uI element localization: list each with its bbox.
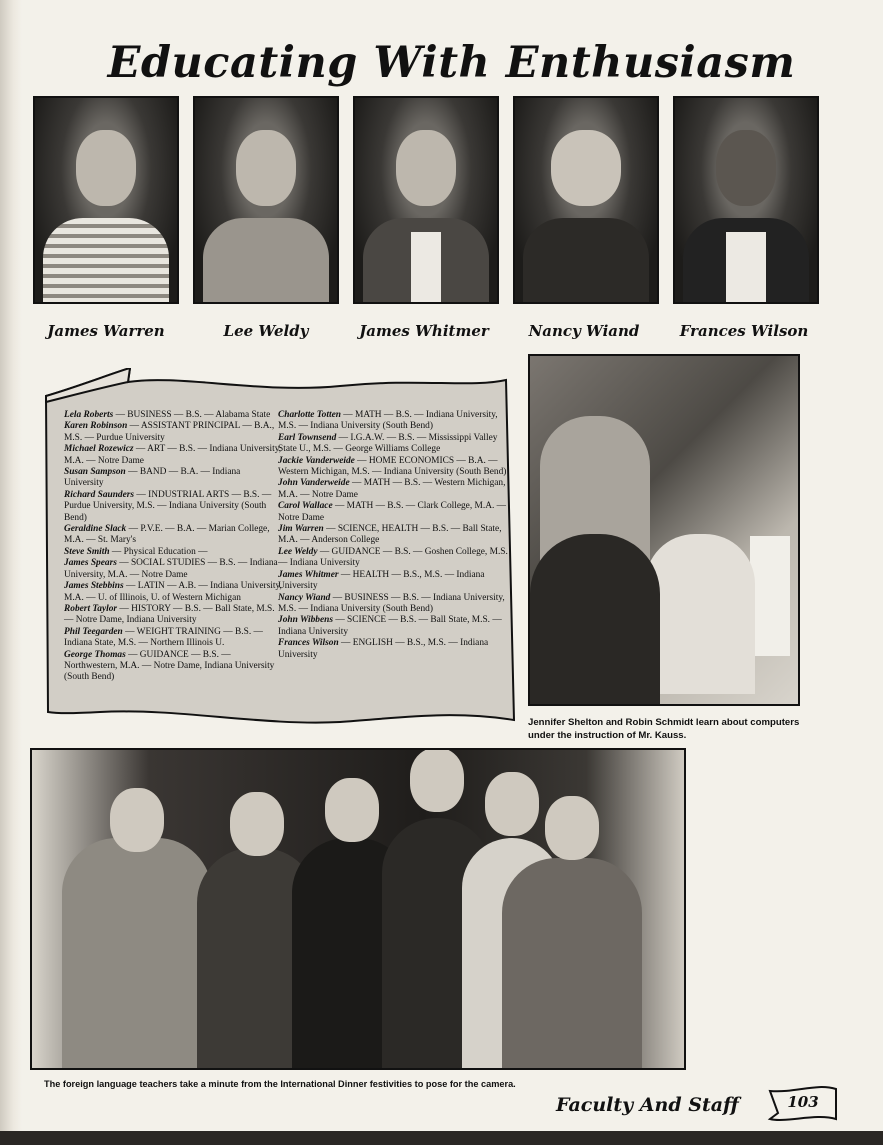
portrait-photo-lee-weldy — [193, 96, 339, 304]
staff-entry: John Vanderweide — MATH — B.S. — Western Michigan, M.A. — Notre Dame — [278, 478, 506, 500]
staff-entry: Jim Warren — SCIENCE, HEALTH — B.S. — Ball State, M.A. — Anderson College — [278, 524, 502, 546]
portrait-caption: Lee Weldy — [223, 322, 309, 340]
page-bottom-edge — [0, 1131, 883, 1145]
staff-entry: Nancy Wiand — BUSINESS — B.S. — Indiana University, M.S. — Indiana University (South Bend) — [278, 592, 505, 614]
staff-entry: Carol Wallace — MATH — B.S. — Clark College, M.A. — Notre Dame — [278, 501, 507, 523]
staff-entry: James Whitmer — HEALTH — B.S., M.S. — Indiana University — [278, 569, 485, 592]
staff-entry: Susan Sampson — BAND — B.A. — Indiana University — [64, 467, 241, 489]
computer-class-photo — [528, 354, 800, 706]
staff-entry: Lela Roberts — BUSINESS — B.S. — Alabama State — [64, 410, 271, 420]
staff-entry: Steve Smith — Physical Education — — [64, 546, 208, 557]
staff-entry: Michael Rozewicz — ART — B.S. — Indiana University, M.A. — Notre Dame — [64, 444, 282, 466]
page-number: 103 — [787, 1093, 819, 1111]
portrait-photo-james-warren — [33, 96, 179, 304]
staff-entry: Robert Taylor — HISTORY — B.S. — Ball State, M.S. — Notre Dame, Indiana University — [64, 603, 275, 626]
portrait-caption: Frances Wilson — [679, 322, 809, 340]
staff-entry: James Spears — SOCIAL STUDIES — B.S. — Indiana University, M.A. — Notre Dame — [64, 558, 278, 580]
staff-list-banner — [40, 368, 516, 726]
staff-entry: Charlotte Totten — MATH — B.S. — Indiana University, M.S. — Indiana University (South Bend) — [278, 410, 498, 432]
portrait-caption: James Whitmer — [359, 322, 489, 340]
staff-list-right-column — [278, 410, 508, 661]
section-title: Faculty And Staff — [556, 1094, 739, 1116]
staff-entry: James Stebbins — LATIN — A.B. — Indiana University, M.A. — U. of Illinois, U. of Western Michigan — [64, 581, 282, 603]
page-binding-shadow — [0, 0, 22, 1145]
foreign-language-teachers-photo — [30, 748, 686, 1070]
group-photo-caption: The foreign language teachers take a minute from the International Dinner festivities to pose for the camera. — [44, 1079, 516, 1089]
staff-entry: George Thomas — GUIDANCE — B.S. — Northwestern, M.A. — Notre Dame, Indiana University (South Bend) — [64, 649, 275, 683]
portrait-caption: Nancy Wiand — [528, 322, 640, 340]
staff-entry: Jackie Vanderweide — HOME ECONOMICS — B.A. — Western Michigan, M.S. — Indiana University (South Bend) — [278, 455, 507, 478]
staff-entry: Phil Teegarden — WEIGHT TRAINING — B.S. — Indiana State, M.S. — Northern Illinois U. — [64, 626, 263, 649]
portrait-caption: James Warren — [47, 322, 165, 340]
staff-entry: Earl Townsend — I.G.A.W. — B.S. — Mississippi Valley State U., M.S. — George Williams College — [278, 432, 498, 455]
staff-list-left-column — [64, 410, 282, 684]
staff-entry: Frances Wilson — ENGLISH — B.S., M.S. — Indiana University — [278, 638, 489, 660]
staff-entry: Lee Weldy — GUIDANCE — B.S. — Goshen College, M.S. — Indiana University — [278, 546, 508, 569]
staff-entry: Geraldine Slack — P.V.E. — B.A. — Marian College, M.A. — St. Mary's — [64, 524, 270, 546]
staff-entry: Karen Robinson — ASSISTANT PRINCIPAL — B.A., M.S. — Purdue University — [64, 421, 275, 443]
staff-entry: Richard Saunders — INDUSTRIAL ARTS — B.S. — Purdue University, M.S. — Indiana University (South Bend) — [64, 489, 272, 523]
page-title: Educating With Enthusiasm — [107, 38, 796, 88]
computer-photo-caption: Jennifer Shelton and Robin Schmidt learn about computers under the instruction of Mr. Kauss. — [528, 717, 800, 741]
portrait-photo-frances-wilson — [673, 96, 819, 304]
portrait-photo-james-whitmer — [353, 96, 499, 304]
portrait-photo-nancy-wiand — [513, 96, 659, 304]
staff-entry: John Wibbens — SCIENCE — B.S. — Ball State, M.S. — Indiana University — [278, 615, 502, 637]
